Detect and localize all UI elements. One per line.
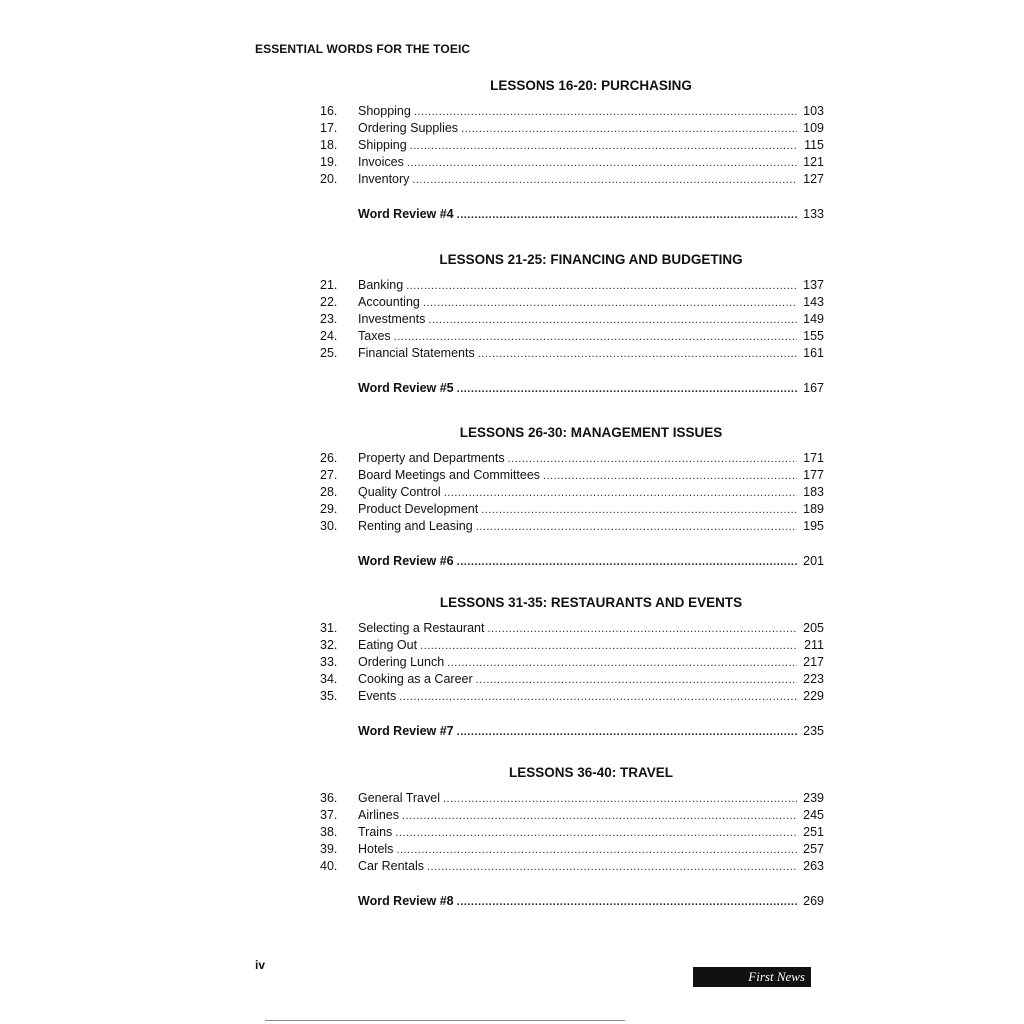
page-number: 195 — [803, 519, 824, 533]
lesson-number: 22. — [320, 295, 338, 309]
leader-dots — [402, 808, 797, 825]
lesson-title: Ordering Lunch — [358, 655, 445, 669]
leader-dots — [447, 655, 797, 672]
toc-row[interactable] — [318, 137, 824, 154]
section-title: LESSONS 36-40: TRAVEL — [508, 765, 674, 780]
lesson-title: Ordering Supplies — [358, 121, 459, 135]
lesson-title: Trains — [358, 825, 393, 839]
review-title: Word Review #6 — [358, 554, 454, 568]
lesson-number: 35. — [320, 689, 338, 703]
page-number: 205 — [803, 621, 824, 635]
page-number: 143 — [803, 295, 824, 309]
toc-row[interactable] — [318, 501, 824, 518]
lesson-title: Board Meetings and Committees — [358, 468, 541, 482]
lesson-title: Taxes — [358, 329, 391, 343]
page-number: 109 — [803, 121, 824, 135]
lesson-number: 37. — [320, 808, 338, 822]
lesson-number: 23. — [320, 312, 338, 326]
toc-row[interactable] — [318, 294, 824, 311]
lesson-title: Cooking as a Career — [358, 672, 473, 686]
page-number: 103 — [803, 104, 824, 118]
lesson-title: Inventory — [358, 172, 410, 186]
toc-section — [318, 595, 824, 740]
lesson-number: 20. — [320, 172, 338, 186]
toc-row[interactable] — [318, 858, 824, 875]
page-number: 121 — [803, 155, 824, 169]
page-number: 257 — [803, 842, 824, 856]
toc-row[interactable] — [318, 671, 824, 688]
toc-row[interactable] — [318, 277, 824, 294]
lesson-title: Quality Control — [358, 485, 441, 499]
page-number: 127 — [803, 172, 824, 186]
toc-row[interactable] — [318, 518, 824, 535]
leader-dots — [543, 468, 797, 485]
toc-section — [318, 78, 824, 223]
leader-dots — [443, 791, 797, 808]
lesson-number: 36. — [320, 791, 338, 805]
leader-dots — [476, 672, 797, 689]
toc-row[interactable] — [318, 654, 824, 671]
lesson-title: Banking — [358, 278, 404, 292]
toc-row[interactable] — [318, 467, 824, 484]
lesson-title: General Travel — [358, 791, 440, 805]
page-number: 211 — [804, 638, 824, 652]
page-number: 223 — [803, 672, 824, 686]
toc-row[interactable] — [318, 450, 824, 467]
leader-dots — [412, 172, 797, 189]
page-number: 183 — [803, 485, 824, 499]
leader-dots — [487, 621, 797, 638]
page-number: 263 — [803, 859, 824, 873]
lesson-number: 25. — [320, 346, 338, 360]
lesson-title: Events — [358, 689, 397, 703]
lesson-number: 21. — [320, 278, 338, 292]
lesson-number: 38. — [320, 825, 338, 839]
lesson-title: Hotels — [358, 842, 394, 856]
page-number: 137 — [803, 278, 824, 292]
folio-page-number: iv — [255, 958, 266, 972]
page-number: 251 — [803, 825, 824, 839]
word-review-row[interactable] — [318, 206, 824, 223]
publisher-logo-text: First News — [748, 969, 805, 984]
toc-row[interactable] — [318, 841, 824, 858]
leader-dots — [399, 689, 797, 706]
lesson-title: Renting and Leasing — [358, 519, 473, 533]
toc-section — [318, 252, 824, 397]
toc-row[interactable] — [318, 154, 824, 171]
leader-dots — [427, 859, 797, 876]
lesson-number: 19. — [320, 155, 338, 169]
page-number: 161 — [803, 346, 824, 360]
word-review-row[interactable] — [318, 723, 824, 740]
toc-row[interactable] — [318, 328, 824, 345]
leader-dots — [414, 104, 797, 121]
lesson-number: 28. — [320, 485, 338, 499]
leader-dots — [410, 138, 797, 155]
review-title: Word Review #7 — [358, 724, 454, 738]
leader-dots — [476, 519, 797, 536]
leader-dots — [420, 638, 797, 655]
toc-section — [318, 425, 824, 570]
toc-row[interactable] — [318, 688, 824, 705]
page-number: 235 — [803, 724, 824, 738]
leader-dots — [457, 724, 797, 741]
lesson-title: Product Development — [358, 502, 479, 516]
section-title: LESSONS 31-35: RESTAURANTS AND EVENTS — [439, 595, 743, 610]
toc-row[interactable] — [318, 311, 824, 328]
lesson-number: 17. — [320, 121, 338, 135]
toc-row[interactable] — [318, 637, 824, 654]
lesson-number: 30. — [320, 519, 338, 533]
review-title: Word Review #5 — [358, 381, 454, 395]
running-head: ESSENTIAL WORDS FOR THE TOEIC — [255, 42, 471, 56]
lesson-number: 34. — [320, 672, 338, 686]
publisher-logo — [693, 967, 811, 987]
leader-dots — [457, 381, 797, 398]
leader-dots — [428, 312, 797, 329]
page-number: 269 — [803, 894, 824, 908]
lesson-number: 16. — [320, 104, 338, 118]
toc-row[interactable] — [318, 807, 824, 824]
page-number: 217 — [803, 655, 824, 669]
leader-dots — [508, 451, 797, 468]
bottom-rule — [265, 1020, 625, 1021]
toc-row[interactable] — [318, 171, 824, 188]
toc-row[interactable] — [318, 345, 824, 362]
lesson-title: Car Rentals — [358, 859, 424, 873]
leader-dots — [457, 894, 797, 911]
page-number: 133 — [803, 207, 824, 221]
toc-row[interactable] — [318, 790, 824, 807]
leader-dots — [423, 295, 797, 312]
toc-section — [318, 765, 824, 910]
page-number: 167 — [803, 381, 824, 395]
page-number: 149 — [803, 312, 824, 326]
review-title: Word Review #4 — [358, 207, 454, 221]
toc-row[interactable] — [318, 103, 824, 120]
leader-dots — [407, 155, 797, 172]
lesson-number: 24. — [320, 329, 338, 343]
word-review-row[interactable] — [318, 893, 824, 910]
lesson-title: Property and Departments — [358, 451, 505, 465]
leader-dots — [444, 485, 797, 502]
lesson-title: Invoices — [358, 155, 404, 169]
page-number: 201 — [803, 554, 824, 568]
lesson-title: Investments — [358, 312, 426, 326]
lesson-number: 29. — [320, 502, 338, 516]
lesson-number: 33. — [320, 655, 338, 669]
lesson-number: 39. — [320, 842, 338, 856]
word-review-row[interactable] — [318, 380, 824, 397]
lesson-title: Airlines — [358, 808, 399, 822]
section-title: LESSONS 26-30: MANAGEMENT ISSUES — [459, 425, 723, 440]
word-review-row[interactable] — [318, 553, 824, 570]
lesson-number: 27. — [320, 468, 338, 482]
leader-dots — [396, 842, 797, 859]
lesson-number: 40. — [320, 859, 338, 873]
page-number: 189 — [803, 502, 824, 516]
leader-dots — [394, 329, 797, 346]
lesson-title: Financial Statements — [358, 346, 475, 360]
lesson-title: Accounting — [358, 295, 420, 309]
page-number: 229 — [803, 689, 824, 703]
section-title: LESSONS 21-25: FINANCING AND BUDGETING — [439, 252, 743, 267]
toc-row[interactable] — [318, 620, 824, 637]
leader-dots — [406, 278, 797, 295]
lesson-title: Shipping — [358, 138, 407, 152]
section-title: LESSONS 16-20: PURCHASING — [490, 78, 692, 93]
lesson-title: Eating Out — [358, 638, 418, 652]
leader-dots — [457, 207, 797, 224]
page-number: 115 — [804, 138, 824, 152]
toc-row[interactable] — [318, 120, 824, 137]
page-number: 245 — [803, 808, 824, 822]
leader-dots — [395, 825, 797, 842]
lesson-title: Shopping — [358, 104, 411, 118]
lesson-number: 18. — [320, 138, 338, 152]
leader-dots — [457, 554, 797, 571]
page-number: 171 — [803, 451, 824, 465]
leader-dots — [478, 346, 797, 363]
toc-row[interactable] — [318, 484, 824, 501]
lesson-number: 32. — [320, 638, 338, 652]
toc-row[interactable] — [318, 824, 824, 841]
page-number: 239 — [803, 791, 824, 805]
lesson-title: Selecting a Restaurant — [358, 621, 485, 635]
page-number: 155 — [803, 329, 824, 343]
leader-dots — [481, 502, 797, 519]
lesson-number: 26. — [320, 451, 338, 465]
page-number: 177 — [803, 468, 824, 482]
review-title: Word Review #8 — [358, 894, 454, 908]
leader-dots — [461, 121, 797, 138]
lesson-number: 31. — [320, 621, 338, 635]
